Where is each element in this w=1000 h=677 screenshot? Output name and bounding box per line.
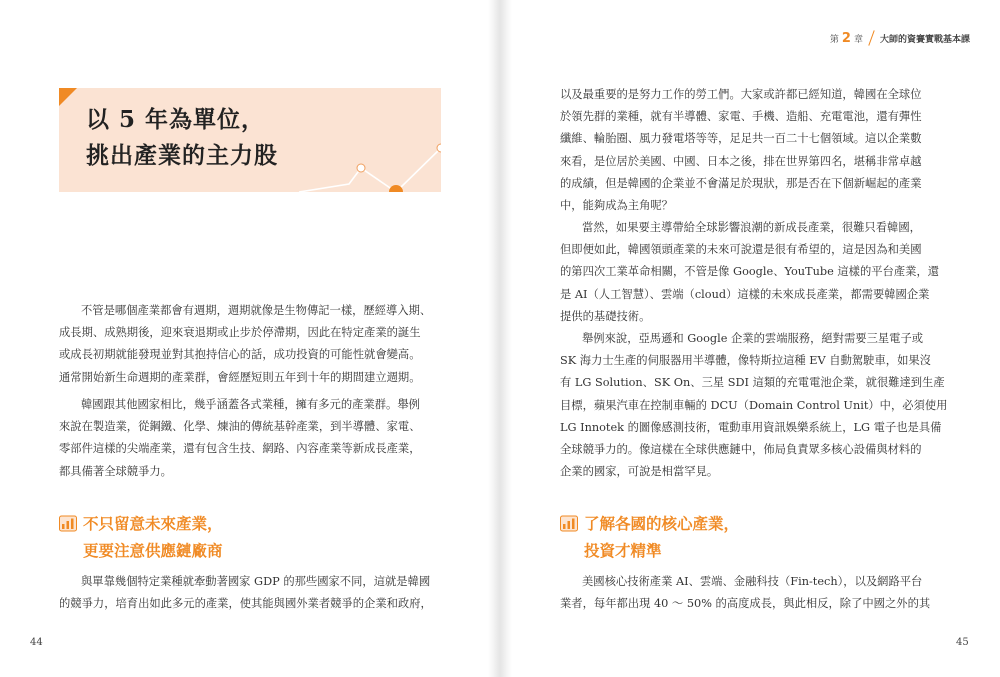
text-line: 纖維、輪胎圈、風力發電塔等等，足足共一百二十七個領域。這以企業數 <box>560 132 922 146</box>
text-line: 目標，蘋果汽車在控制車輛的 DCU（Domain Control Unit）中，必須使用 <box>560 398 948 412</box>
text-line: 的第四次工業革命相關，不管是像 Google、YouTube 這樣的平台產業，還 <box>560 265 940 279</box>
chapter-section-title <box>86 102 278 174</box>
right-paragraph-4 <box>560 571 946 615</box>
text-line: 美國核心技術產業 AI、雲端、金融科技（Fin-tech），以及網路平台 <box>582 575 923 588</box>
text-line: 提供的基礎技術。 <box>560 309 651 323</box>
section-heading-text <box>584 511 739 565</box>
trend-line <box>299 148 441 192</box>
page-number-left: 44 <box>30 637 43 648</box>
text-line: 韓國跟其他國家相比，幾乎涵蓋各式業種，擁有多元的產業群。舉例 <box>81 398 420 411</box>
section-heading-text <box>83 511 223 565</box>
heading-line-1: 了解各國的核心產業， <box>584 515 740 533</box>
text-line: 企業的國家，可說是相當罕見。 <box>560 465 719 479</box>
text-line: 都具備著全球競爭力。 <box>59 464 172 478</box>
text-line: LG Innotek 的圖像感測技術，電動車用資訊娛樂系統上，LG 電子也是具備 <box>560 420 942 434</box>
text-line: 不管是哪個產業都會有週期，週期就像是生物傳記一樣，歷經導入期、 <box>81 304 432 317</box>
text-line: 舉例來說，亞馬遜和 Google 企業的雲端服務，絕對需要三星電子或 <box>582 332 924 345</box>
right-page <box>500 0 1000 677</box>
chapter-number: 2 <box>841 30 851 46</box>
text-line: 業者，每年都出現 40 ～ 50% 的高度成長，與此相反，除了中國之外的其 <box>560 597 931 611</box>
text-line: 的成績，但是韓國的企業並不會滿足於現狀，那是否在下個新崛起的產業 <box>560 176 922 190</box>
text-line: 中，能夠成為主角呢？ <box>560 199 673 213</box>
right-section-heading <box>560 511 739 565</box>
text-line: 全球競爭力的。像這樣在全球供應鏈中，佈局負責眾多核心設備與材料的 <box>560 443 922 457</box>
left-paragraph-3 <box>59 571 445 615</box>
text-line: 有 LG Solution、SK On、三星 SDI 這類的充電電池企業，就很難達到生產 <box>560 376 945 390</box>
left-paragraph-2 <box>59 394 445 483</box>
bar-chart-icon <box>59 514 77 532</box>
right-paragraph-1 <box>560 84 946 217</box>
heading-line-2: 更要注意供應鏈廠商 <box>83 542 223 560</box>
trend-point <box>437 144 441 152</box>
page-number-right: 45 <box>956 637 969 648</box>
text-line: 來說在製造業，從鋼鐵、化學、煉油的傳統基幹產業，到半導體、家電、 <box>59 420 421 434</box>
chapter-prefix: 第 <box>829 34 839 45</box>
text-line: 於領先群的業種，就有半導體、家電、手機、造船、充電電池，還有彈性 <box>560 110 922 124</box>
right-paragraph-3 <box>560 328 946 483</box>
left-paragraph-1 <box>59 300 445 389</box>
text-line: 通常開始新生命週期的產業群，會經歷短則五年到十年的期間建立週期。 <box>59 370 421 384</box>
text-line: 是 AI（人工智慧）、雲端（cloud）這樣的未來成長產業，都需要韓國企業 <box>560 287 930 301</box>
text-line: 當然，如果要主導帶給全球影響浪潮的新成長產業，很難只看韓國， <box>582 221 921 234</box>
text-line: SK 海力士生產的伺服器用半導體，像特斯拉這種 EV 自動駕駛車，如果沒 <box>560 354 931 368</box>
text-line: 成長期、成熟期後，迎來衰退期或止步於停滯期，因此在特定產業的誕生 <box>59 326 421 340</box>
running-header <box>830 30 970 46</box>
trend-point <box>357 164 365 172</box>
text-line: 零部件這樣的尖端產業，還有包含生技、網路、內容產業等新成長產業， <box>59 442 421 456</box>
text-line: 與單靠幾個特定業種就牽動著國家 GDP 的那些國家不同，這就是韓國 <box>81 575 431 588</box>
book-title: 大師的資賽實戰基本課 <box>879 34 970 45</box>
bar-chart-icon <box>560 514 578 532</box>
heading-line-2: 投資才精準 <box>584 542 662 560</box>
trend-point <box>389 185 403 192</box>
text-line: 或成長初期就能發現並對其抱持信心的話，成功投資的可能性就會變高。 <box>59 348 421 362</box>
header-divider <box>868 30 874 45</box>
title-line-2: 挑出產業的主力股 <box>86 142 278 169</box>
text-line: 以及最重要的是努力工作的勞工們。大家或許都已經知道，韓國在全球位 <box>560 88 922 101</box>
heading-line-1: 不只留意未來產業， <box>83 515 223 533</box>
right-paragraph-2 <box>560 217 946 328</box>
title-line-1: 以 5 年為單位， <box>86 106 266 133</box>
title-box <box>59 88 441 192</box>
text-line: 來看，是位居於美國、中國、日本之後，排在世界第四名，堪稱非常卓越 <box>560 154 922 168</box>
book-gutter-shadow <box>488 0 512 677</box>
text-line: 的競爭力，培育出如此多元的產業，使其能與國外業者競爭的企業和政府， <box>59 597 432 611</box>
chapter-suffix: 章 <box>853 34 863 45</box>
chapter-label <box>830 31 863 46</box>
text-line: 但即便如此，韓國領頭產業的未來可說還是很有希望的，這是因為和美國 <box>560 243 922 257</box>
left-section-heading <box>59 511 223 565</box>
